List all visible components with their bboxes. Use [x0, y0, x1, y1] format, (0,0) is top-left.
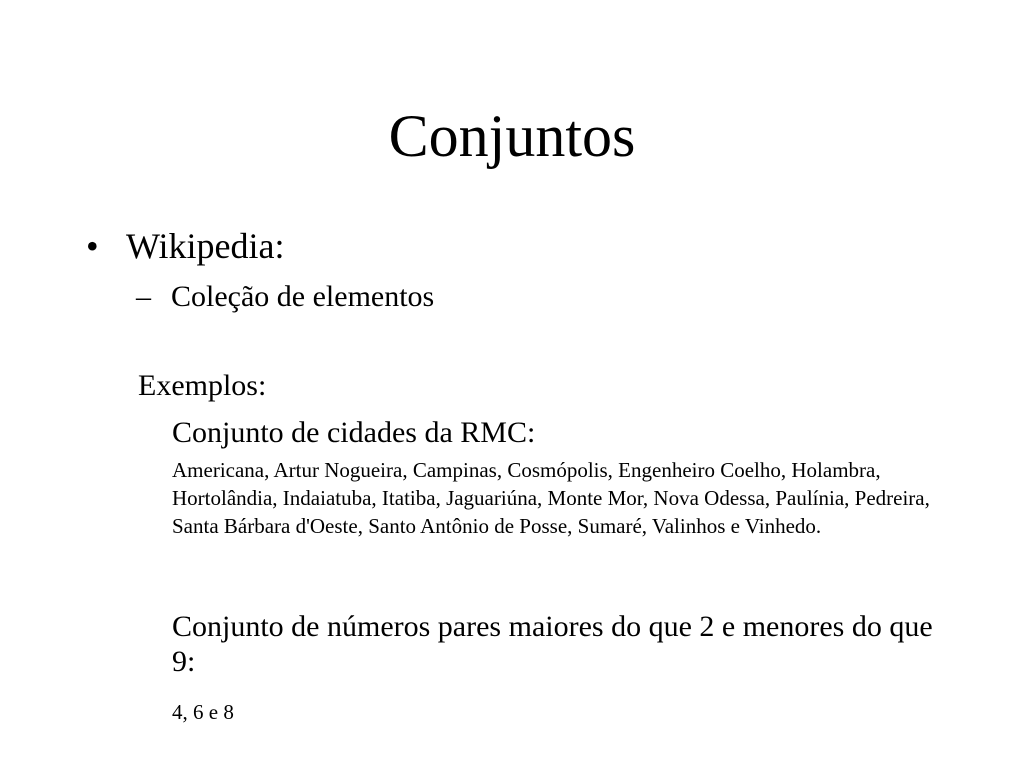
example-numbers-title: Conjunto de números pares maiores do que 2 e menores do que 9: — [172, 610, 933, 678]
bullet-wikipedia — [86, 224, 285, 268]
sub-bullet-marker: – — [136, 280, 151, 313]
examples-heading: Exemplos: — [138, 369, 267, 402]
bullet-label: Wikipedia: — [126, 226, 285, 266]
bullet-marker: • — [86, 226, 99, 266]
sub-bullet-definition — [136, 278, 434, 316]
example-cities-list: Americana, Artur Nogueira, Campinas, Cosmópolis, Engenheiro Coelho, Holambra, Hortolândia, Indaiatuba, Itatiba, Jaguariúna, Monte Mor, Nova Odessa, Paulínia, Pedreira, Santa Bárbara d'Oeste, Santo Antônio de Posse, Sumaré, Valinhos e Vinhedo. — [172, 458, 930, 538]
slide-title: Conjuntos — [388, 103, 636, 169]
sub-bullet-label: Coleção de elementos — [171, 280, 435, 313]
example-numbers-list: 4, 6 e 8 — [172, 700, 234, 724]
example-cities-title: Conjunto de cidades da RMC: — [172, 416, 536, 449]
